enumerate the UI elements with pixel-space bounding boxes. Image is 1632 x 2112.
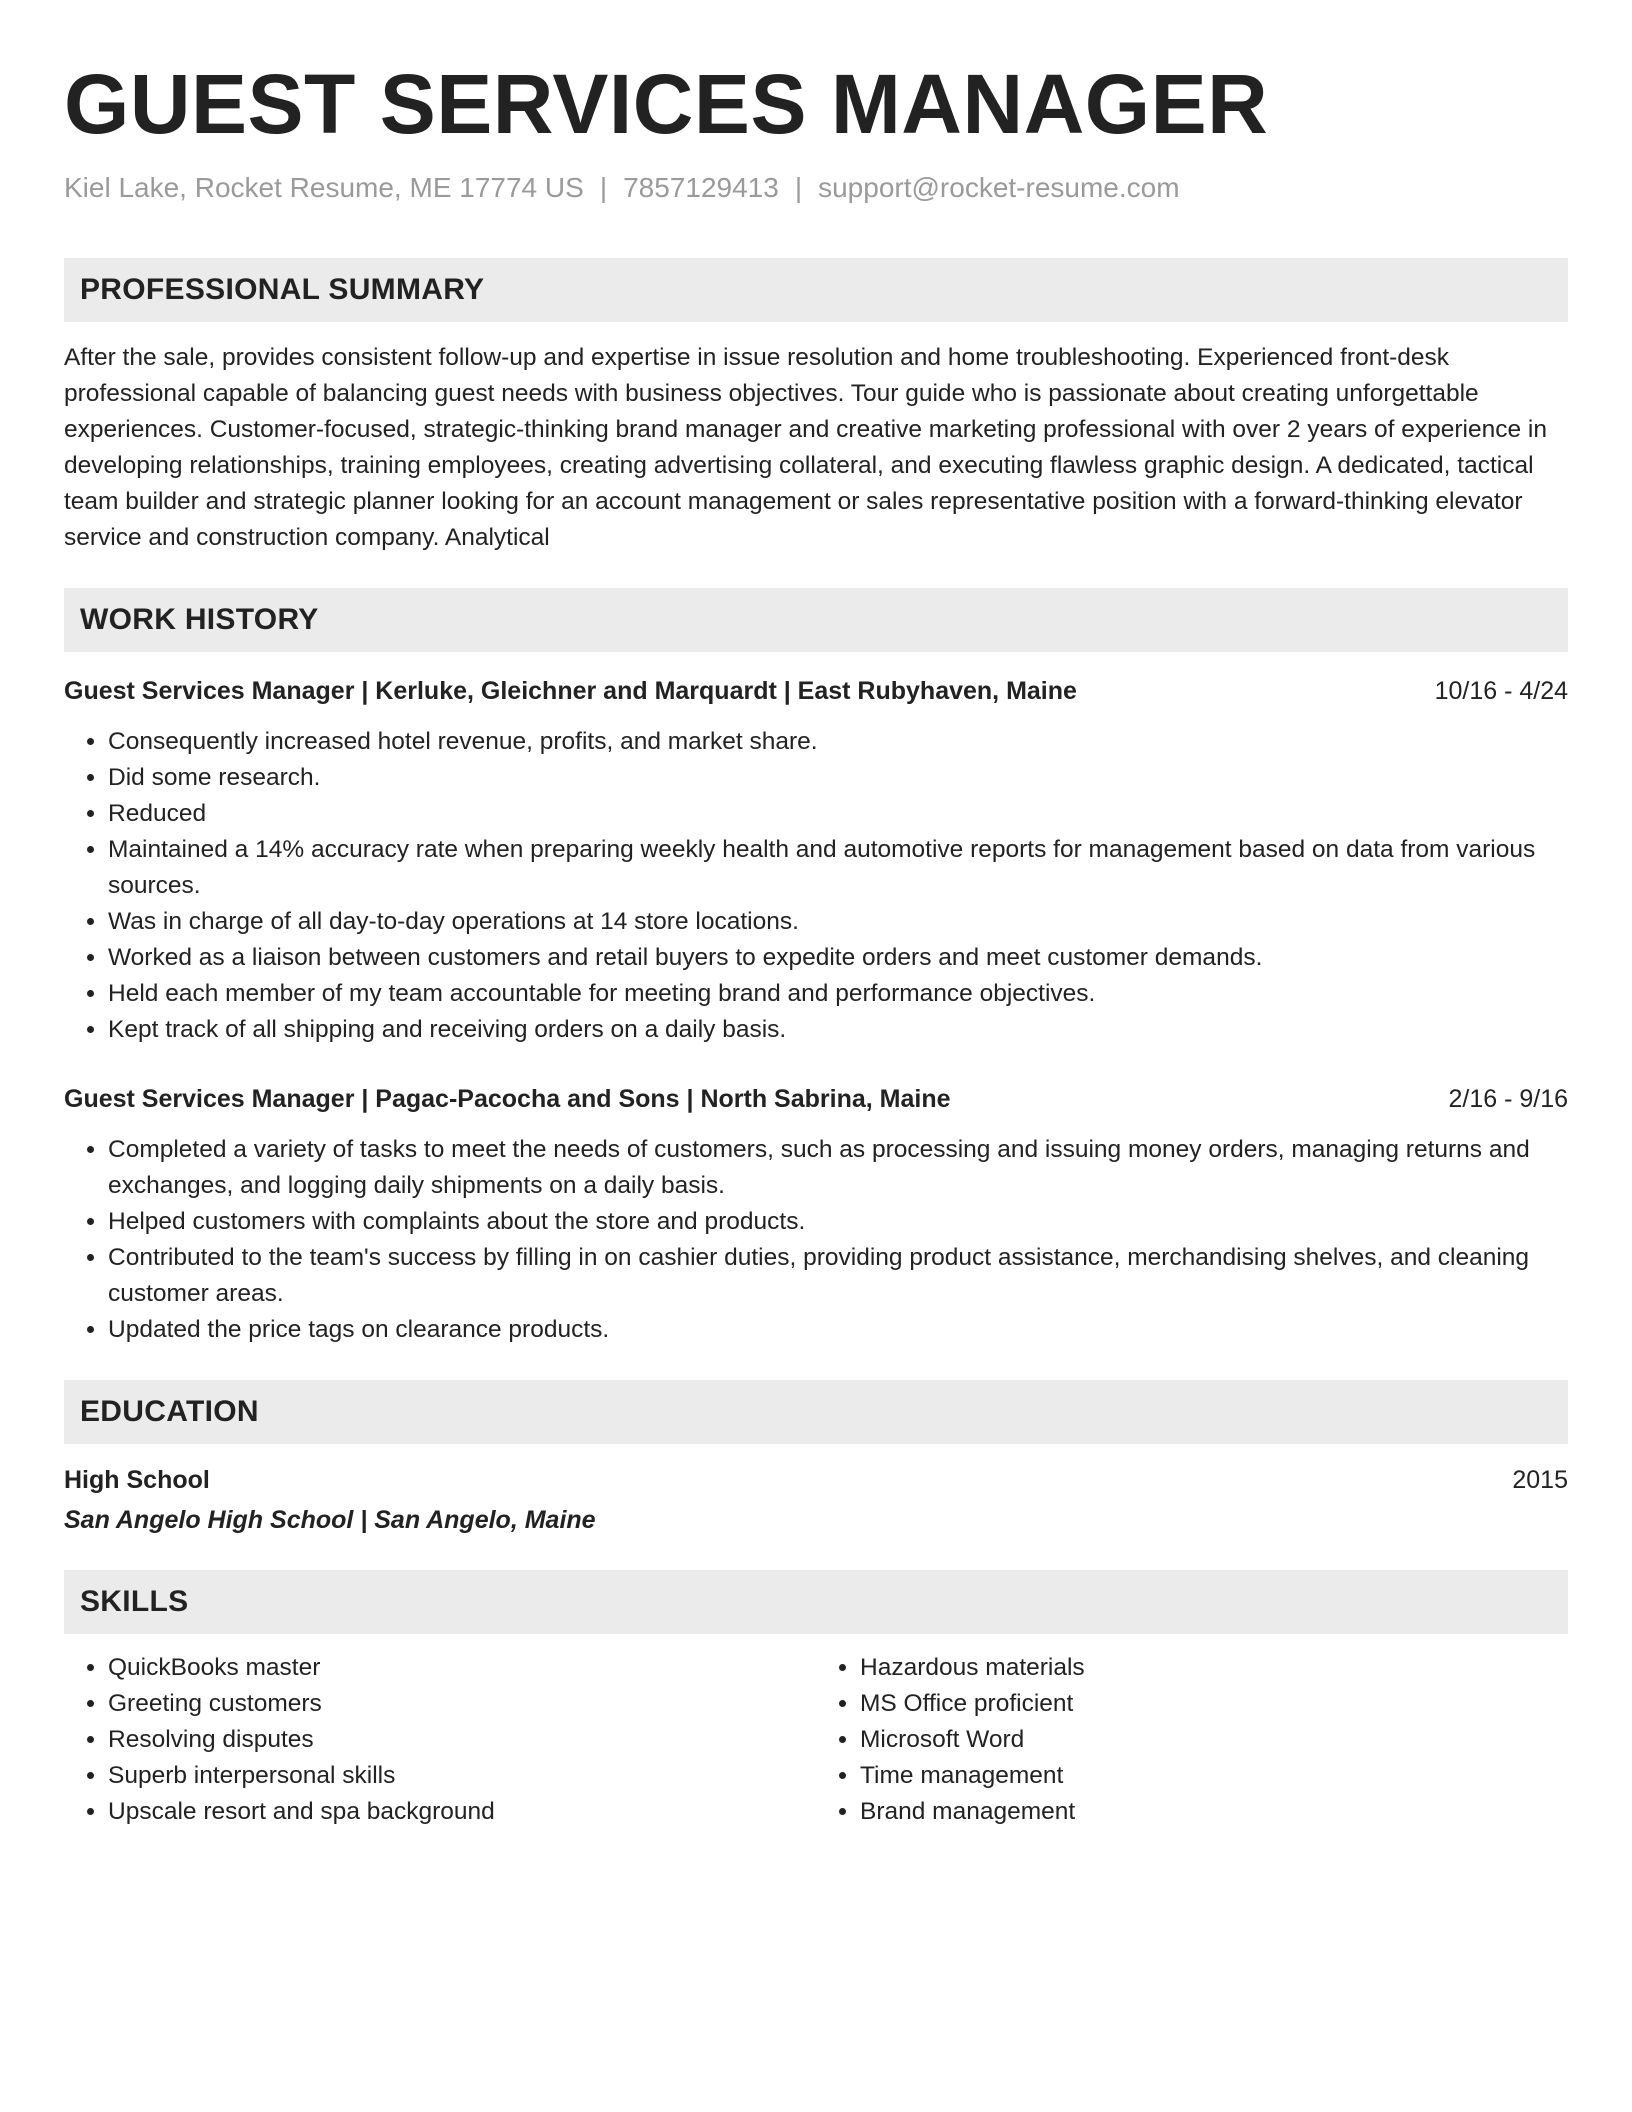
contact-address: Kiel Lake, Rocket Resume, ME 17774 US [64,172,584,203]
job-bullet: • Completed a variety of tasks to meet the needs of customers, such as processing and issuing money orders, managing returns and exchanges, and logging daily shipments on a daily basis. [108,1132,1568,1204]
job-bullet: • Did some research. [108,760,1568,796]
skill-item: • QuickBooks master [108,1650,816,1686]
education-degree: High School [64,1466,210,1494]
job-bullets [64,1132,1568,1348]
job-bullet: • Consequently increased hotel revenue, profits, and market share. [108,724,1568,760]
job-dates: 2/16 - 9/16 [1448,1085,1568,1113]
education-header [64,1462,1568,1498]
skill-item: • Superb interpersonal skills [108,1758,816,1794]
skill-item: • Time management [860,1758,1568,1794]
skill-item: • Hazardous materials [860,1650,1568,1686]
job-bullet: • Held each member of my team accountable for meeting brand and performance objectives. [108,976,1568,1012]
job-title: Guest Services Manager | Kerluke, Gleichner and Marquardt | East Rubyhaven, Maine [64,677,1077,705]
job-bullet: • Helped customers with complaints about the store and products. [108,1204,1568,1240]
skills-list-right [816,1650,1568,1830]
contact-phone: 7857129413 [623,172,779,203]
education-school: San Angelo High School | San Angelo, Maine [64,1506,596,1534]
education-year: 2015 [1512,1466,1568,1494]
skill-item: • Brand management [860,1794,1568,1830]
contact-separator: | [794,172,803,203]
section-heading-work-history: WORK HISTORY [64,588,1568,652]
skill-item: • Microsoft Word [860,1722,1568,1758]
job-bullet: • Contributed to the team's success by filling in on cashier duties, providing product assistance, merchandising shelves, and cleaning customer areas. [108,1240,1568,1312]
job-bullet: • Worked as a liaison between customers and retail buyers to expedite orders and meet customer demands. [108,940,1568,976]
job-bullets [64,724,1568,1048]
section-heading-summary: PROFESSIONAL SUMMARY [64,258,1568,322]
job-entry [64,1082,1568,1348]
skill-item: • Upscale resort and spa background [108,1794,816,1830]
job-bullet: • Kept track of all shipping and receiving orders on a daily basis. [108,1012,1568,1048]
resume-name: GUEST SERVICES MANAGER [64,57,1269,151]
contact-separator: | [599,172,608,203]
section-heading-education: EDUCATION [64,1380,1568,1444]
skills-columns [64,1650,1568,1830]
contact-email: support@rocket-resume.com [818,172,1180,203]
job-header [64,674,1568,708]
skill-item: • Resolving disputes [108,1722,816,1758]
section-heading-skills: SKILLS [64,1570,1568,1634]
summary-text: After the sale, provides consistent follow-up and expertise in issue resolution and home troubleshooting. Experienced front-desk professional capable of balancing guest needs with business objectives. Tour guide who is passionate about creating unforgettable experiences. Customer-focused, strategic-thinking brand manager and creative marketing professional with over 2 years of experience in developing relationships, training employees, creating advertising collateral, and executing flawless graphic design. A dedicated, tactical team builder and strategic planner looking for an account management or sales representative position with a forward-thinking elevator service and construction company. Analytical [64,344,1548,551]
contact-line [64,170,1568,206]
job-title: Guest Services Manager | Pagac-Pacocha and Sons | North Sabrina, Maine [64,1085,951,1113]
skill-item: • MS Office proficient [860,1686,1568,1722]
job-bullet: • Was in charge of all day-to-day operations at 14 store locations. [108,904,1568,940]
skill-item: • Greeting customers [108,1686,816,1722]
job-dates: 10/16 - 4/24 [1434,677,1568,705]
job-bullet: • Maintained a 14% accuracy rate when preparing weekly health and automotive reports for management based on data from various sources. [108,832,1568,904]
job-bullet: • Reduced [108,796,1568,832]
job-bullet: • Updated the price tags on clearance products. [108,1312,1568,1348]
job-entry [64,674,1568,1048]
skills-list-left [64,1650,816,1830]
job-header [64,1082,1568,1116]
